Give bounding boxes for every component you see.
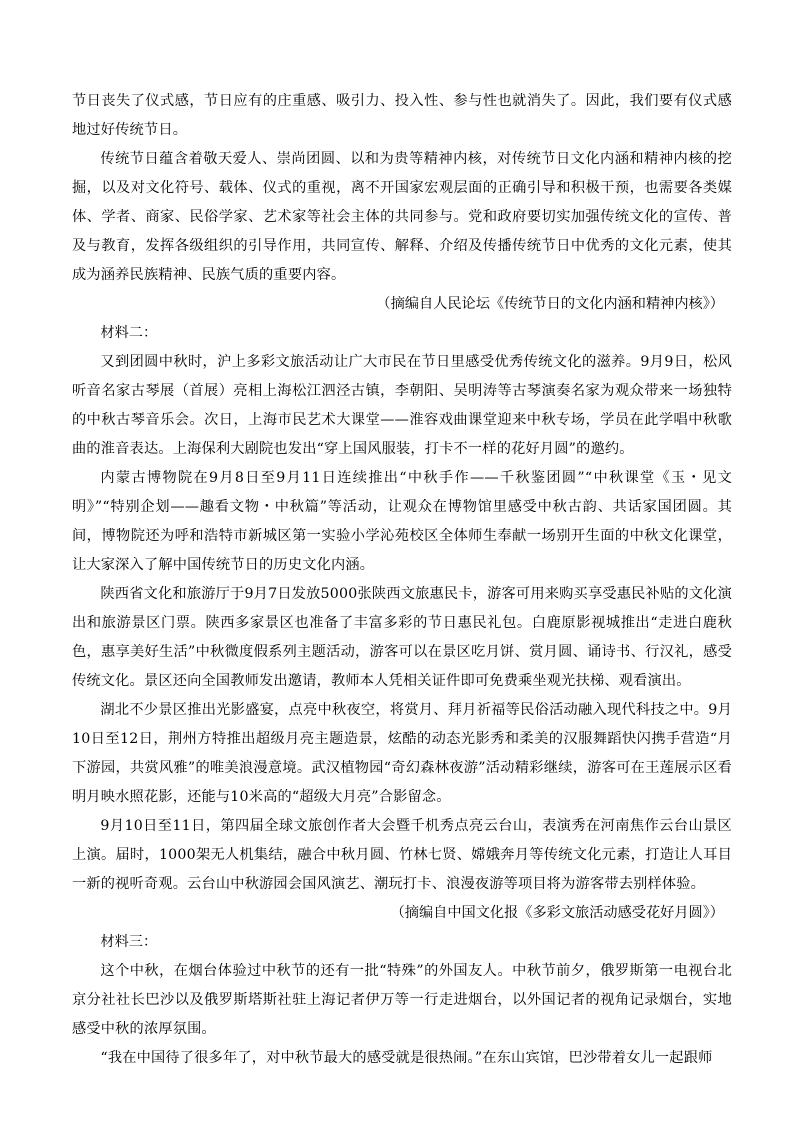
paragraph: 内蒙古博物院在9月8日至9月11日连续推出“中秋手作——千秋鉴团圆”“中秋课堂《玉・见文明》”“特别企划——趣看文物・中秋篇”等活动，让观众在博物馆里感受中秋古韵、共话家国团圆。其间，博物院还为呼和浩特市新城区第一实验小学沁苑校区全体师生奉献一场别开生面的中秋文化课堂，让大家深入了解中国传统节日的历史文化内涵。 bbox=[72, 470, 732, 573]
paragraph: 又到团圆中秋时，沪上多彩文旅活动让广大市民在节日里感受优秀传统文化的滋养。9月9日，松风听音名家古琴展（首展）亮相上海松江泗泾古镇，李朝阳、吴明涛等古琴演奏名家为观众带来一场独特的中秋古琴音乐会。次日，上海市民艺术大课堂——淮容戏曲课堂迎来中秋专场，学员在此学唱中秋歌曲的淮音表达。上海保利大剧院也发出“穿上国风服装，打卡不一样的花好月圆”的邀约。 bbox=[72, 354, 732, 457]
source-citation: （摘编自中国文化报《多彩文旅活动感受花好月圆》） bbox=[390, 905, 724, 921]
paragraph: 节日丧失了仪式感，节日应有的庄重感、吸引力、投入性、参与性也就消失了。因此，我们要有仪式感地过好传统节日。 bbox=[72, 93, 732, 138]
source-citation: （摘编自人民论坛《传统节日的文化内涵和精神内核》） bbox=[376, 296, 724, 312]
paragraph: 传统节日蕴含着敬天爱人、崇尚团圆、以和为贵等精神内核，对传统节日文化内涵和精神内核的挖掘，以及对文化符号、载体、仪式的重视，离不开国家宏观层面的正确引导和积极干预，也需要各类媒体、学者、商家、民俗学家、艺术家等社会主体的共同参与。党和政府要切实加强传统文化的宣传、普及与教育，发挥各级组织的引导作用，共同宣传、解释、介绍及传播传统节日中优秀的文化元素，使其成为涵养民族精神、民族气质的重要内容。 bbox=[72, 151, 732, 283]
document-body bbox=[72, 87, 732, 1073]
paragraph: “我在中国待了很多年了，对中秋节最大的感受就是很热闹。”在东山宾馆，巴沙带着女儿一起跟师 bbox=[100, 1050, 713, 1066]
material-label: 材料三： bbox=[100, 934, 158, 950]
paragraph: 这个中秋，在烟台体验过中秋节的还有一批“特殊”的外国友人。中秋节前夕，俄罗斯第一电视台北京分社社长巴沙以及俄罗斯塔斯社驻上海记者伊万等一行走进烟台，以外国记者的视角记录烟台，实地感受中秋的浓厚氛围。 bbox=[72, 963, 732, 1037]
material-label: 材料二： bbox=[100, 325, 158, 341]
paragraph: 陕西省文化和旅游厅于9月7日发放5000张陕西文旅惠民卡，游客可用来购买享受惠民补贴的文化演出和旅游景区门票。陕西多家景区也准备了丰富多彩的节日惠民礼包。白鹿原影视城推出“走进白鹿秋色，惠享美好生活”中秋微度假系列主题活动，游客可以在景区吃月饼、赏月圆、诵诗书、行汉礼，感受传统文化。景区还向全国教师发出邀请，教师本人凭相关证件即可免费乘坐观光扶梯、观看演出。 bbox=[72, 586, 732, 689]
paragraph: 9月10日至11日，第四届全球文旅创作者大会暨千机秀点亮云台山，表演秀在河南焦作云台山景区上演。届时，1000架无人机集结，融合中秋月圆、竹林七贤、嫦娥奔月等传统文化元素，打造让人耳目一新的视听奇观。云台山中秋游园会国风演艺、潮玩打卡、浪漫夜游等项目将为游客带去别样体验。 bbox=[72, 818, 732, 892]
paragraph: 湖北不少景区推出光影盛宴，点亮中秋夜空，将赏月、拜月祈福等民俗活动融入现代科技之中。9月10日至12日，荆州方特推出超级月亮主题造景，炫酷的动态光影秀和柔美的汉服舞蹈快闪携手营造“月下游园，共赏风雅”的唯美浪漫意境。武汉植物园“奇幻森林夜游”活动精彩继续，游客可在王莲展示区看明月映水照花影，还能与10米高的“超级大月亮”合影留念。 bbox=[72, 702, 732, 805]
